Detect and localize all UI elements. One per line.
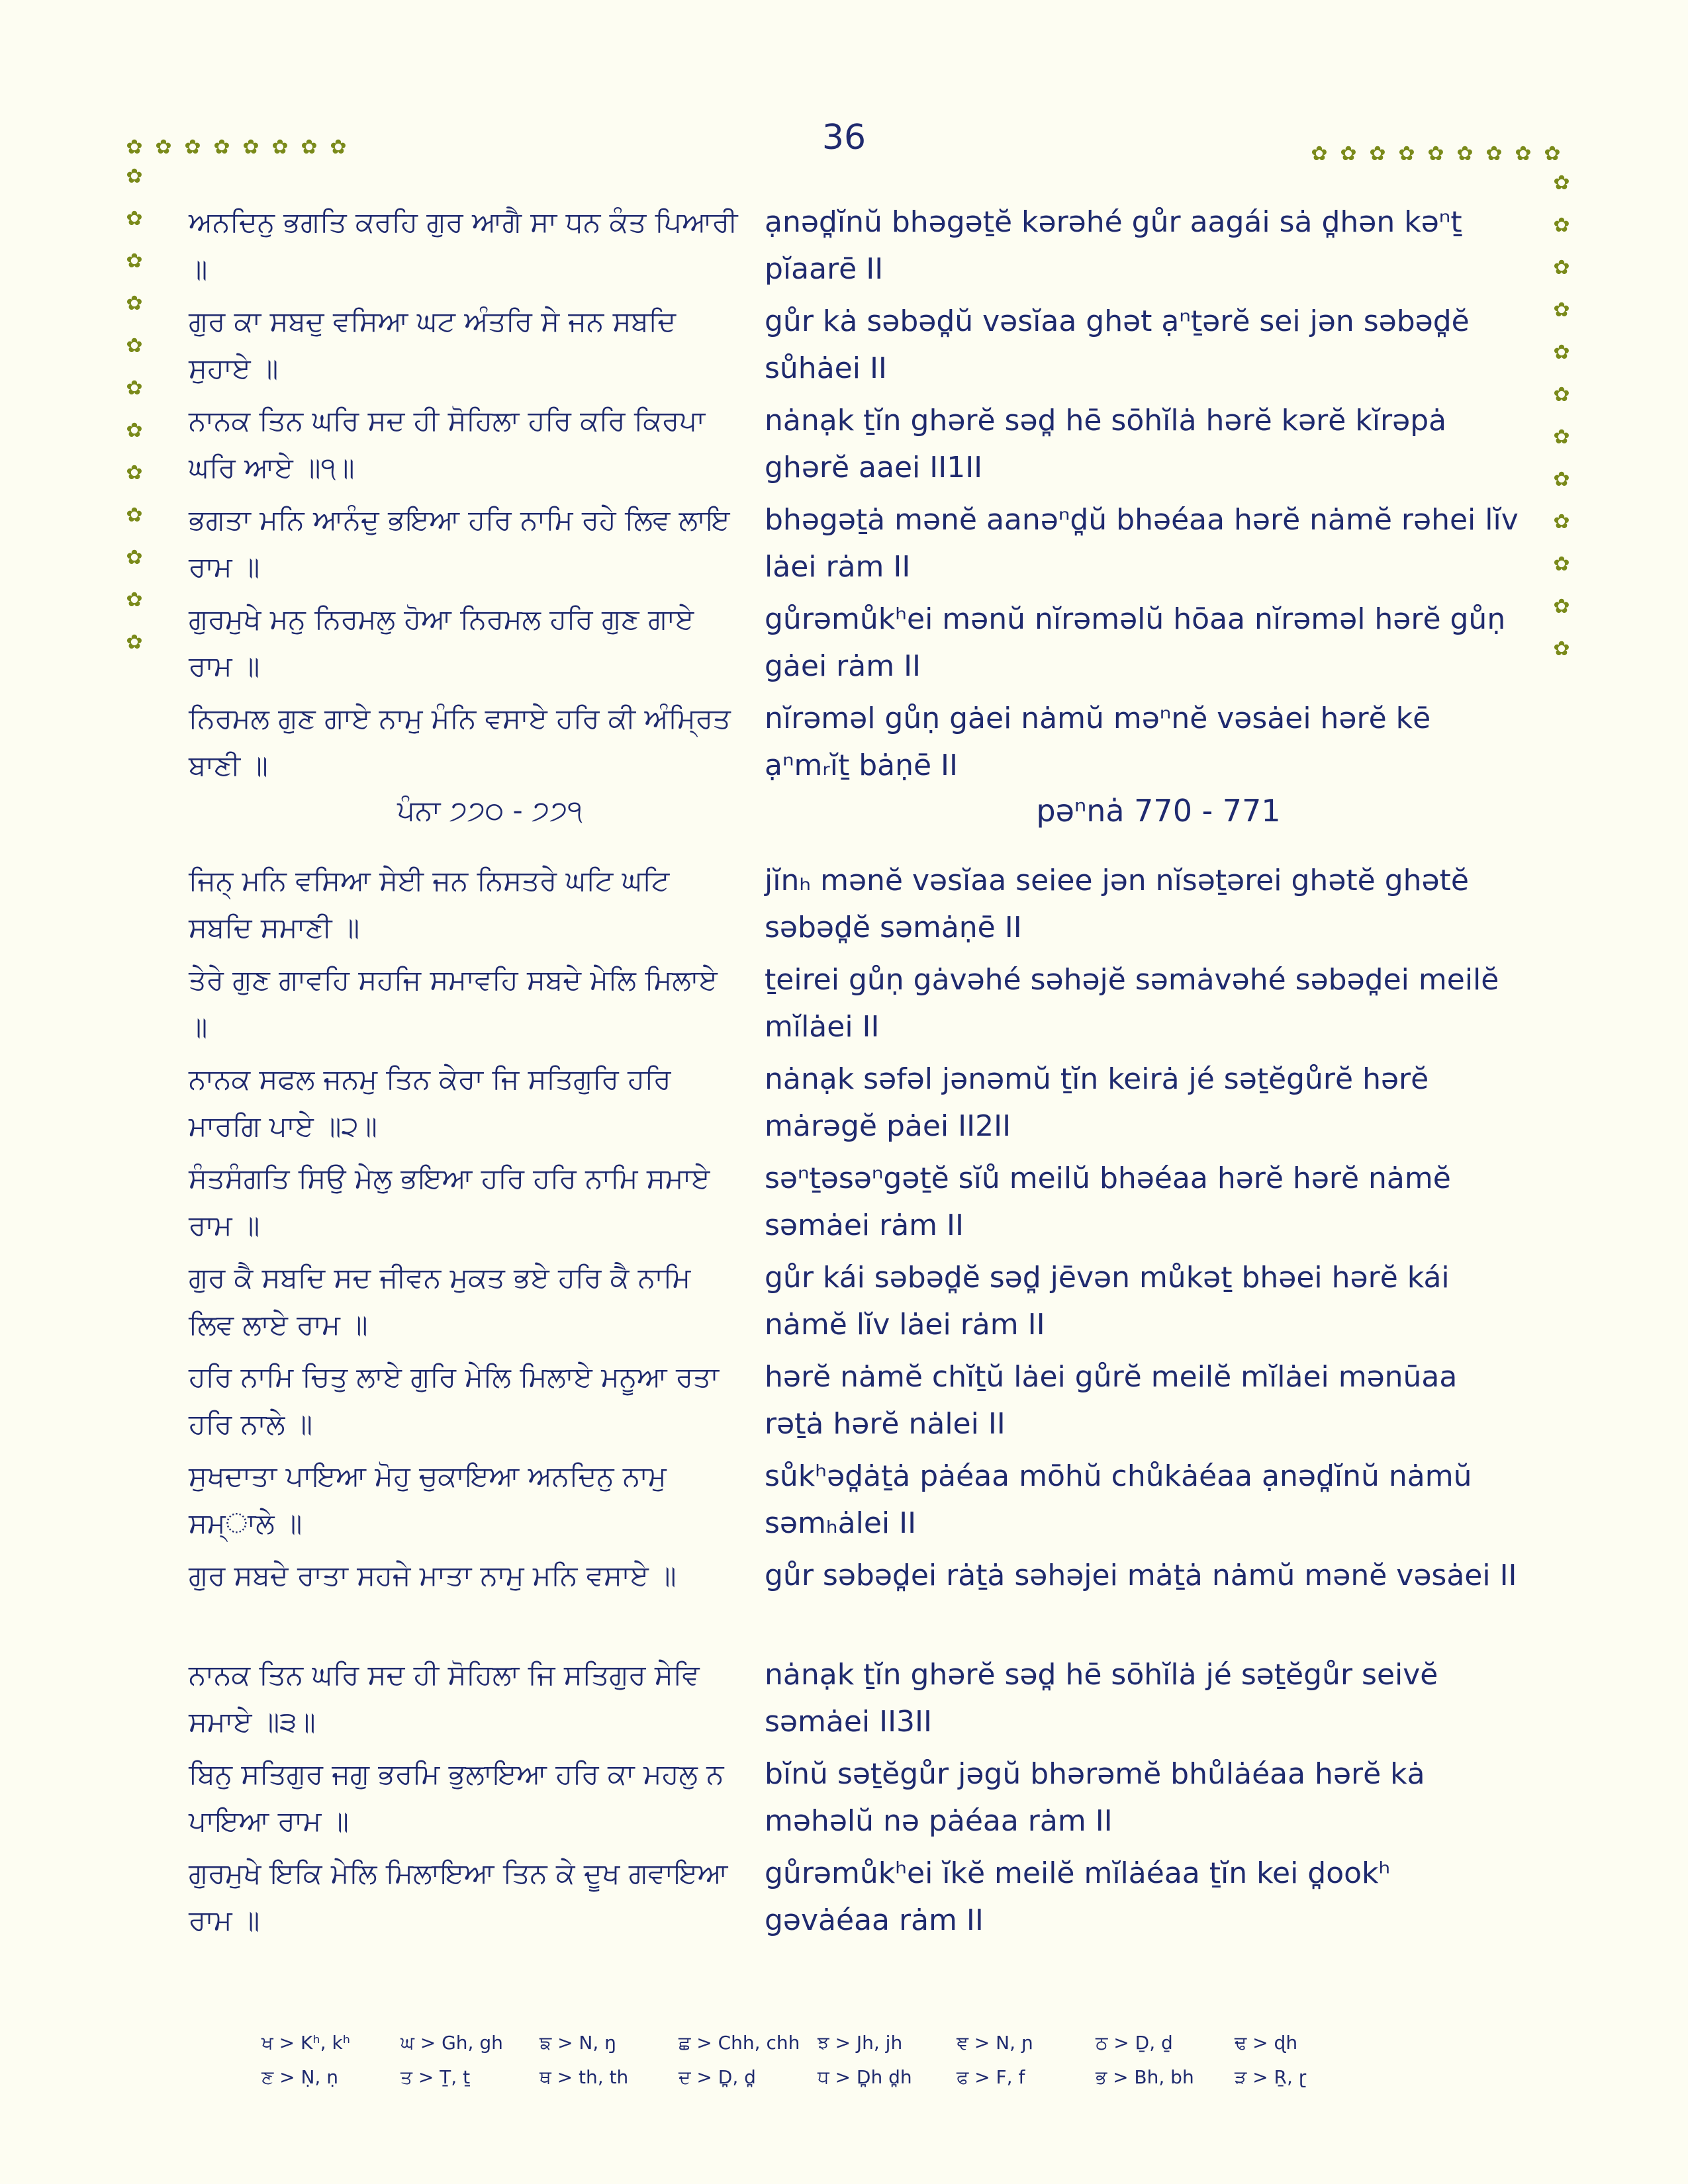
transliteration: jĭnₕ mənĕ vəsĭaa seiee jən nĭsəṯərei ghətĕ ghətĕ səbəd̪ĕ səmȧṇē II — [765, 864, 1469, 944]
verse-row — [189, 199, 1519, 298]
transliteration: nĭrəməl gůṇ gȧei nȧmŭ məⁿnĕ vəsȧei hərĕ kē ạⁿmᵣĭṯ bȧṇē II — [765, 702, 1431, 782]
flower-ornament-icon: ✿ — [271, 136, 289, 159]
flower-ornament-icon: ✿ — [1485, 142, 1503, 165]
gurmukhi-verse: ਭਗਤਾ ਮਨਿ ਆਨੰਦੁ ਭਇਆ ਹਰਿ ਨਾਮਿ ਰਹੇ ਲਿਵ ਲਾਇ ਰਾਮ ॥ — [189, 504, 730, 583]
page-number: 36 — [821, 118, 867, 158]
legend-item: ਘ > Gh, gh — [400, 2032, 503, 2054]
transliteration: səⁿṯəsəⁿgəṯĕ sĭů meilŭ bhəéaa hərĕ hərĕ nȧmĕ səmȧei rȧm II — [765, 1161, 1451, 1242]
flower-ornament-icon: ✿ — [1515, 142, 1532, 165]
transliteration: gůrəmůkʰei mənŭ nĭrəməlŭ hōaa nĭrəməl hərĕ gůṇ gȧei rȧm II — [765, 602, 1506, 683]
legend-item: ਠ > Ḏ, ḏ — [1096, 2032, 1173, 2054]
transliteration: gůr kái səbəd̪ĕ səd̪ jēvən můkəṯ bhəei hərĕ kái nȧmĕ lĭv lȧei rȧm II — [765, 1261, 1450, 1342]
flower-ornament-icon: ✿ — [1553, 595, 1570, 618]
flower-ornament-icon: ✿ — [126, 377, 143, 400]
verse-row — [189, 695, 1519, 794]
flower-ornament-icon: ✿ — [126, 207, 143, 230]
flower-ornament-icon: ✿ — [242, 136, 259, 159]
verse-row — [189, 1353, 1519, 1453]
verse-row — [189, 857, 1519, 956]
gurmukhi-verse: ਸੁਖਦਾਤਾ ਪਾਇਆ ਮੋਹੁ ਚੁਕਾਇਆ ਅਨਦਿਨੁ ਨਾਮੁ ਸਮ੍ਾਲੇ ॥ — [189, 1460, 667, 1539]
verse-row — [189, 956, 1519, 1056]
flower-ornament-icon: ✿ — [126, 546, 143, 569]
gurmukhi-verse: ਹਰਿ ਨਾਮਿ ਚਿਤੁ ਲਾਏ ਗੁਰਿ ਮੇਲਿ ਮਿਲਾਏ ਮਨੂਆ ਰਤਾ ਹਰਿ ਨਾਲੇ ॥ — [189, 1361, 719, 1440]
gurmukhi-verse: ਨਾਨਕ ਤਿਨ ਘਰਿ ਸਦ ਹੀ ਸੋਹਿਲਾ ਹਰਿ ਕਰਿ ਕਿਰਪਾ ਘਰਿ ਆਏ ॥੧॥ — [189, 404, 706, 484]
flower-ornament-icon: ✿ — [126, 588, 143, 612]
gurmukhi-verse: ਤੇਰੇ ਗੁਣ ਗਾਵਹਿ ਸਹਜਿ ਸਮਾਵਹਿ ਸਬਦੇ ਮੇਲਿ ਮਿਲਾਏ ॥ — [189, 964, 718, 1043]
flower-ornament-icon: ✿ — [1369, 142, 1386, 165]
flower-ornament-icon: ✿ — [126, 136, 143, 159]
legend-item: ਖ > Kʰ, kʰ — [261, 2032, 351, 2054]
flower-ornament-icon: ✿ — [126, 631, 143, 654]
transliteration: gůr səbəd̪ei rȧṯȧ səhəjei mȧṯȧ nȧmŭ mənĕ vəsȧei II — [765, 1559, 1517, 1592]
transliteration: bĭnŭ səṯĕgůr jəgŭ bhərəmĕ bhůlȧéaa hərĕ kȧ məhəlŭ nə pȧéaa rȧm II — [765, 1757, 1425, 1838]
verse-row — [189, 1751, 1519, 1850]
gurmukhi-verse: ਅਨਦਿਨੁ ਭਗਤਿ ਕਰਹਿ ਗੁਰ ਆਗੈ ਸਾ ਧਨ ਕੰਤ ਪਿਆਰੀ ॥ — [189, 206, 738, 285]
transliteration: nȧnạk ṯĭn ghərĕ səd̪ hē sōhĭlȧ hərĕ kərĕ kĭrəpȧ ghərĕ aaei II1II — [765, 404, 1447, 484]
legend-item: ਢ > ɖh — [1235, 2032, 1298, 2054]
verse-row — [189, 1453, 1519, 1552]
verse-row — [189, 1651, 1519, 1751]
legend-item: ਙ > N, ŋ — [539, 2032, 616, 2054]
legend-item: ਛ > Chh, chh — [679, 2032, 800, 2054]
flower-ornament-icon: ✿ — [1553, 426, 1570, 449]
flower-ornament-icon: ✿ — [126, 250, 143, 273]
gurmukhi-verse: ਗੁਰ ਸਬਦੇ ਰਾਤਾ ਸਹਜੇ ਮਾਤਾ ਨਾਮੁ ਮਨਿ ਵਸਾਏ ॥ — [189, 1559, 677, 1592]
gurmukhi-verse: ਨਿਰਮਲ ਗੁਣ ਗਾਏ ਨਾਮੁ ਮੰਨਿ ਵਸਾਏ ਹਰਿ ਕੀ ਅੰਮ੍ਰਿਤ ਬਾਣੀ ॥ — [189, 702, 731, 782]
legend-item: ਣ > Ṇ, ṇ — [261, 2066, 338, 2088]
verse-row — [189, 1155, 1519, 1254]
flower-ornament-icon: ✿ — [1553, 256, 1570, 279]
gurmukhi-verse: ਸੰਤਸੰਗਤਿ ਸਿਉ ਮੇਲੁ ਭਇਆ ਹਰਿ ਹਰਿ ਨਾਮਿ ਸਮਾਏ ਰਾਮ ॥ — [189, 1162, 710, 1242]
verse-row — [189, 298, 1519, 397]
verse-row — [189, 596, 1519, 695]
gurmukhi-verse: ਨਾਨਕ ਤਿਨ ਘਰਿ ਸਦ ਹੀ ਸੋਹਿਲਾ ਜਿ ਸਤਿਗੁਰ ਸੇਵਿ ਸਮਾਏ ॥੩॥ — [189, 1659, 700, 1738]
transliteration: bhəgəṯȧ mənĕ aanəⁿd̪ŭ bhəéaa hərĕ nȧmĕ rəhei lĭv lȧei rȧm II — [765, 503, 1519, 584]
transliteration: hərĕ nȧmĕ chĭṯŭ lȧei gůrĕ meilĕ mĭlȧei mənūaa rəṯȧ hərĕ nȧlei II — [765, 1360, 1458, 1441]
flower-ornament-icon: ✿ — [126, 334, 143, 357]
legend-item: ਥ > th, th — [539, 2066, 629, 2088]
flower-ornament-icon: ✿ — [1553, 171, 1570, 195]
legend-row — [261, 2032, 1453, 2066]
transliteration: gůr kȧ səbəd̪ŭ vəsĭaa ghət ạⁿṯərĕ sei jən səbəd̪ĕ sůhȧei II — [765, 304, 1470, 385]
legend-item: ਭ > Bh, bh — [1096, 2066, 1194, 2088]
flower-ornament-icon: ✿ — [126, 461, 143, 484]
verse-row — [189, 1552, 1519, 1651]
transliteration: nȧnạk səfəl jənəmŭ ṯĭn keirȧ jé səṯĕgůrĕ hərĕ mȧrəgĕ pȧei II2II — [765, 1062, 1429, 1143]
flower-ornament-icon: ✿ — [1553, 341, 1570, 364]
legend-item: ਞ > N, ɲ — [957, 2032, 1033, 2054]
page-heading-gurmukhi: ਪੰਨਾ ੭੭੦ - ੭੭੧ — [397, 794, 583, 827]
flower-ornament-icon: ✿ — [184, 136, 201, 159]
gurmukhi-verse: ਗੁਰ ਕਾ ਸਬਦੁ ਵਸਿਆ ਘਟ ਅੰਤਰਿ ਸੇ ਜਨ ਸਬਦਿ ਸੁਹਾਏ ॥ — [189, 305, 677, 385]
flower-ornament-icon: ✿ — [1553, 383, 1570, 406]
flower-ornament-icon: ✿ — [126, 419, 143, 442]
flower-ornament-icon: ✿ — [330, 136, 347, 159]
gurmukhi-verse: ਨਾਨਕ ਸਫਲ ਜਨਮੁ ਤਿਨ ਕੇਰਾ ਜਿ ਸਤਿਗੁਰਿ ਹਰਿ ਮਾਰਗਿ ਪਾਏ ॥੨॥ — [189, 1063, 671, 1142]
legend-item: ਦ > D̪, d̪ — [679, 2066, 756, 2088]
flower-ornament-icon: ✿ — [1398, 142, 1415, 165]
verse-row — [189, 1850, 1519, 1949]
transliteration: sůkʰəd̪ȧṯȧ pȧéaa mōhŭ chůkȧéaa ạnəd̪ĭnŭ nȧmŭ səmₕȧlei II — [765, 1459, 1472, 1540]
legend-item: ਫ > F, f — [957, 2066, 1025, 2088]
flower-ornament-icon: ✿ — [1553, 510, 1570, 533]
legend-item: ੜ > Ṟ, ɽ — [1235, 2066, 1307, 2088]
page-heading-translit: pəⁿnȧ 770 - 771 — [1036, 793, 1281, 829]
verse-row — [189, 1056, 1519, 1155]
flower-ornament-icon: ✿ — [1553, 468, 1570, 491]
legend-row — [261, 2066, 1453, 2101]
flower-ornament-icon: ✿ — [1427, 142, 1444, 165]
legend-item: ਝ > Jh, jh — [818, 2032, 903, 2054]
verse-row — [189, 1254, 1519, 1353]
flower-ornament-icon: ✿ — [1456, 142, 1474, 165]
legend-item: ਧ > D̪h d̪h — [818, 2066, 912, 2088]
flower-ornament-icon: ✿ — [1544, 142, 1561, 165]
flower-ornament-icon: ✿ — [155, 136, 172, 159]
transliteration: gůrəmůkʰei ĭkĕ meilĕ mĭlȧéaa ṯĭn kei d̪ookʰ gəvȧéaa rȧm II — [765, 1856, 1391, 1937]
flower-ornament-icon: ✿ — [126, 292, 143, 315]
transliteration: ṯeirei gůṇ gȧvəhé səhəjĕ səmȧvəhé səbəd̪ei meilĕ mĭlȧei II — [765, 963, 1499, 1044]
gurmukhi-verse: ਬਿਨੁ ਸਤਿਗੁਰ ਜਗੁ ਭਰਮਿ ਭੁਲਾਇਆ ਹਰਿ ਕਾ ਮਹਲੁ ਨ ਪਾਇਆ ਰਾਮ ॥ — [189, 1758, 724, 1837]
transliteration: ạnəd̪ĭnŭ bhəgəṯĕ kərəhé gůr aagái sȧ d̪hən kəⁿṯ pĭaarē II — [765, 205, 1462, 286]
gurmukhi-verse: ਜਿਨ੍ ਮਨਿ ਵਸਿਆ ਸੇਈ ਜਨ ਨਿਸਤਰੇ ਘਟਿ ਘਟਿ ਸਬਦਿ ਸਮਾਣੀ ॥ — [189, 864, 670, 944]
transliteration-legend — [261, 2032, 1453, 2101]
legend-item: ਤ > Ṯ, ṯ — [400, 2066, 471, 2088]
verse-row — [189, 496, 1519, 596]
flower-ornament-icon: ✿ — [1553, 553, 1570, 576]
flower-ornament-icon: ✿ — [1553, 214, 1570, 237]
gurmukhi-verse: ਗੁਰ ਕੈ ਸਬਦਿ ਸਦ ਜੀਵਨ ਮੁਕਤ ਭਏ ਹਰਿ ਕੈ ਨਾਮਿ ਲਿਵ ਲਾਏ ਰਾਮ ॥ — [189, 1261, 691, 1341]
flower-ornament-icon: ✿ — [1340, 142, 1357, 165]
flower-ornament-icon: ✿ — [126, 165, 143, 188]
flower-ornament-icon: ✿ — [1553, 298, 1570, 322]
transliteration: nȧnạk ṯĭn ghərĕ səd̪ hē sōhĭlȧ jé səṯĕgůr seivĕ səmȧei II3II — [765, 1658, 1438, 1739]
flower-ornament-icon: ✿ — [1553, 637, 1570, 660]
verse-row — [189, 397, 1519, 496]
gurmukhi-verse: ਗੁਰਮੁਖੇ ਮਨੁ ਨਿਰਮਲੁ ਹੋਆ ਨਿਰਮਲ ਹਰਿ ਗੁਣ ਗਾਏ ਰਾਮ ॥ — [189, 603, 694, 682]
gurmukhi-verse: ਗੁਰਮੁਖੇ ਇਕਿ ਮੇਲਿ ਮਿਲਾਇਆ ਤਿਨ ਕੇ ਦੂਖ ਗਵਾਇਆ ਰਾਮ ॥ — [189, 1857, 728, 1936]
flower-ornament-icon: ✿ — [126, 504, 143, 527]
flower-ornament-icon: ✿ — [213, 136, 230, 159]
flower-ornament-icon: ✿ — [1311, 142, 1328, 165]
flower-ornament-icon: ✿ — [301, 136, 318, 159]
